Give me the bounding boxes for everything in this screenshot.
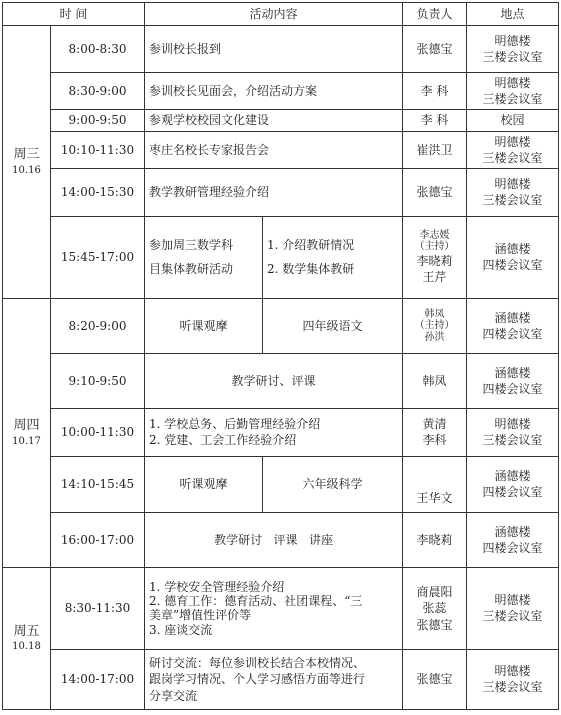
place-cell: 涵德楼 四楼会议室 (467, 512, 559, 567)
content-cell: 教学研讨 评课 讲座 (145, 512, 403, 567)
place-cell: 明德楼 三楼会议室 (467, 73, 559, 110)
place-cell: 明德楼 三楼会议室 (467, 408, 559, 456)
day-cell-thu (3, 298, 51, 567)
header-row (3, 3, 559, 26)
content-cell-a: 听课观摩 (145, 298, 263, 353)
schedule-table (2, 2, 559, 710)
place-cell: 明德楼 三楼会议室 (467, 26, 559, 73)
time-cell: 10:00-11:30 (51, 408, 145, 456)
table-row (3, 649, 559, 709)
place-cell: 明德楼 三楼会议室 (467, 131, 559, 168)
time-cell: 8:00-8:30 (51, 26, 145, 73)
person-cell: 张德宝 (403, 26, 467, 73)
time-cell: 14:00-15:30 (51, 168, 145, 216)
place-cell: 明德楼 三楼会议室 (467, 567, 559, 649)
header-place: 地点 (467, 3, 559, 26)
person-cell: 商晨阳 张蕊 张德宝 (403, 567, 467, 649)
table-row (3, 110, 559, 131)
place-cell: 涵德楼 四楼会议室 (467, 456, 559, 512)
person-cell: 李 科 (403, 110, 467, 131)
person-cell: 韩凤 (403, 353, 467, 408)
table-row (3, 456, 559, 512)
time-cell: 9:00-9:50 (51, 110, 145, 131)
person-cell: 王华文 (403, 456, 467, 512)
person-cell: 崔洪卫 (403, 131, 467, 168)
place-cell: 涵德楼 四楼会议室 (467, 298, 559, 353)
day-date: 10.18 (12, 641, 41, 653)
place-cell: 校园 (467, 110, 559, 131)
header-time: 时 间 (3, 3, 145, 26)
time-cell: 16:00-17:00 (51, 512, 145, 567)
header-person: 负责人 (403, 3, 467, 26)
person-cell: 韩凤 （主持） 孙洪 (403, 298, 467, 353)
table-row (3, 73, 559, 110)
table-row (3, 216, 559, 298)
time-cell: 14:10-15:45 (51, 456, 145, 512)
content-cell-b: 四年级语文 (263, 298, 403, 353)
content-cell: 教学教研管理经验介绍 (145, 168, 403, 216)
content-cell-b: 1. 介绍教研情况 2. 数学集体教研 (263, 216, 403, 298)
table-row (3, 26, 559, 73)
time-cell: 8:30-11:30 (51, 567, 145, 649)
table-row (3, 353, 559, 408)
content-cell: 参训校长见面会，介绍活动方案 (145, 73, 403, 110)
person-cell: 李 科 (403, 73, 467, 110)
content-cell: 枣庄名校长专家报告会 (145, 131, 403, 168)
content-cell-a: 参加周三数学科 目集体教研活动 (145, 216, 263, 298)
time-cell: 15:45-17:00 (51, 216, 145, 298)
place-cell: 涵德楼 四楼会议室 (467, 353, 559, 408)
place-cell: 明德楼 三楼会议室 (467, 168, 559, 216)
person-cell: 张德宝 (403, 168, 467, 216)
day-date: 10.17 (12, 435, 41, 447)
person-cell: 黄清 李科 (403, 408, 467, 456)
day-name: 周四 (13, 418, 40, 434)
header-content: 活动内容 (145, 3, 403, 26)
table-row (3, 567, 559, 649)
content-cell: 参训校长报到 (145, 26, 403, 73)
person-cell: 李晓莉 (403, 512, 467, 567)
time-cell: 10:10-11:30 (51, 131, 145, 168)
table-row (3, 131, 559, 168)
day-cell-fri (3, 567, 51, 709)
time-cell: 8:30-9:00 (51, 73, 145, 110)
content-cell: 研讨交流：每位参训校长结合本校情况、 跟岗学习情况、个人学习感悟方面等进行 分享交流 (145, 649, 403, 709)
time-cell: 8:20-9:00 (51, 298, 145, 353)
content-cell: 教学研讨、评课 (145, 353, 403, 408)
table-row (3, 168, 559, 216)
content-cell-b: 六年级科学 (263, 456, 403, 512)
day-cell-wed (3, 26, 51, 299)
place-cell: 明德楼 三楼会议室 (467, 649, 559, 709)
time-cell: 9:10-9:50 (51, 353, 145, 408)
table-row (3, 408, 559, 456)
person-cell: 张德宝 (403, 649, 467, 709)
time-cell: 14:00-17:00 (51, 649, 145, 709)
person-cell: 李志媛 （主持） 李晓莉 王芹 (403, 216, 467, 298)
day-name: 周三 (13, 147, 40, 163)
content-cell: 1. 学校安全管理经验介绍 2. 德育工作：德育活动、社团课程、“三 美章”增值性评价等 3. 座谈交流 (145, 567, 403, 649)
day-date: 10.16 (12, 164, 41, 176)
table-row (3, 512, 559, 567)
content-cell: 1. 学校总务、后勤管理经验介绍 2. 党建、工会工作经验介绍 (145, 408, 403, 456)
content-cell: 参观学校校园文化建设 (145, 110, 403, 131)
content-cell-a: 听课观摩 (145, 456, 263, 512)
place-cell: 涵德楼 四楼会议室 (467, 216, 559, 298)
table-row (3, 298, 559, 353)
day-name: 周五 (13, 623, 40, 639)
